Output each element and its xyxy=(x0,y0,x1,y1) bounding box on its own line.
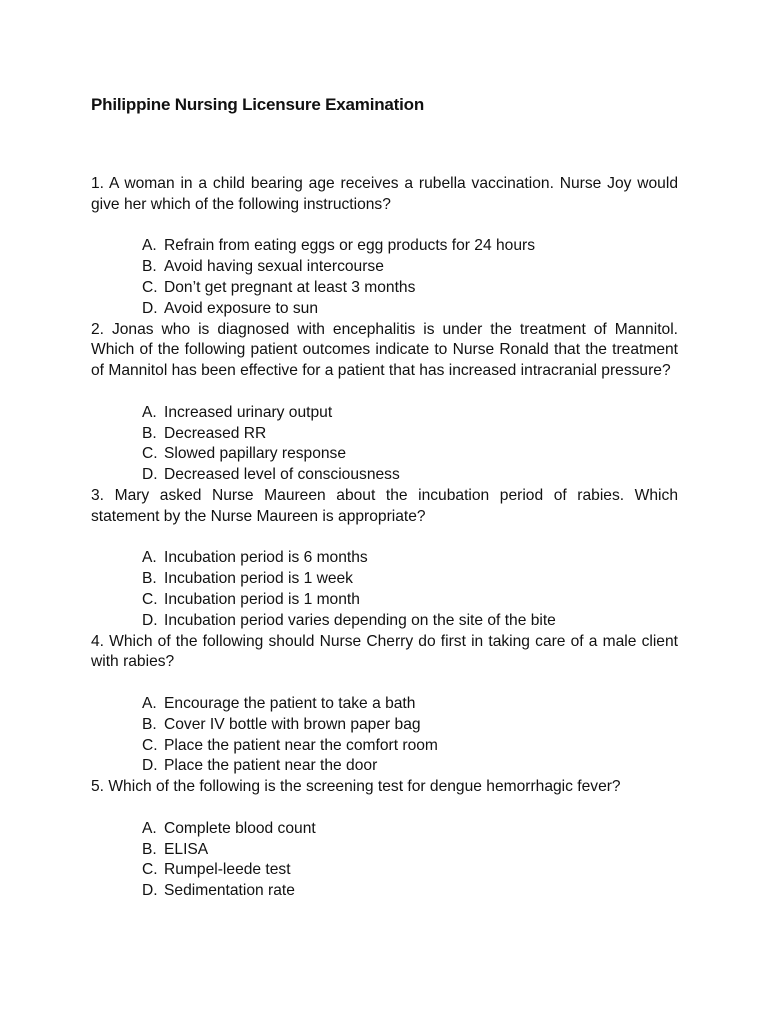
option-d xyxy=(91,756,678,777)
question-1 xyxy=(91,174,678,320)
option-text: Incubation period varies depending on the site of the bite xyxy=(164,611,556,629)
option-c xyxy=(91,590,678,611)
option-b xyxy=(91,840,678,861)
option-letter: D. xyxy=(142,466,158,484)
option-a xyxy=(91,403,678,424)
question-stem: 1. A woman in a child bearing age receives a rubella vaccination. Nurse Joy would give her which of the following instructions? xyxy=(91,175,678,213)
option-letter: A. xyxy=(142,694,157,712)
question-stem: 4. Which of the following should Nurse Cherry do first in taking care of a male client with rabies? xyxy=(91,632,678,671)
option-letter: B. xyxy=(142,258,157,276)
answer-options xyxy=(91,819,678,902)
option-letter: D. xyxy=(142,757,158,775)
question-stem: 5. Which of the following is the screening test for dengue hemorrhagic fever? xyxy=(91,778,621,796)
option-text: Decreased level of consciousness xyxy=(164,466,400,484)
option-c xyxy=(91,444,678,465)
question-3 xyxy=(91,486,678,632)
option-letter: D. xyxy=(142,299,158,317)
question-stem: 2. Jonas who is diagnosed with encephalitis is under the treatment of Mannitol. Which of the following patient outcomes indicate to Nurse Ronald that the treatment of Mannitol has been effective for a patient that has increased intracranial pressure? xyxy=(91,320,678,380)
option-a xyxy=(91,548,678,569)
option-letter: B. xyxy=(142,715,157,733)
option-c xyxy=(91,736,678,757)
option-letter: B. xyxy=(142,570,157,588)
option-letter: B. xyxy=(142,424,157,442)
question-4 xyxy=(91,632,678,778)
option-a xyxy=(91,694,678,715)
question-5 xyxy=(91,777,678,902)
option-letter: D. xyxy=(142,611,158,629)
answer-options xyxy=(91,236,678,319)
option-text: Complete blood count xyxy=(164,819,316,837)
option-text: Incubation period is 1 week xyxy=(164,570,353,588)
option-text: Sedimentation rate xyxy=(164,882,295,900)
option-text: Place the patient near the door xyxy=(164,757,378,775)
question-2 xyxy=(91,320,678,486)
option-text: Decreased RR xyxy=(164,424,267,442)
option-text: ELISA xyxy=(164,840,209,858)
option-text: Encourage the patient to take a bath xyxy=(164,694,416,712)
answer-options xyxy=(91,548,678,631)
option-a xyxy=(91,819,678,840)
option-text: Increased urinary output xyxy=(164,403,333,421)
option-letter: A. xyxy=(142,237,157,255)
option-a xyxy=(91,236,678,257)
option-letter: B. xyxy=(142,840,157,858)
option-text: Refrain from eating eggs or egg products for 24 hours xyxy=(164,237,535,255)
option-d xyxy=(91,465,678,486)
option-letter: A. xyxy=(142,819,157,837)
option-b xyxy=(91,424,678,445)
option-letter: C. xyxy=(142,278,158,296)
option-letter: D. xyxy=(142,882,158,900)
option-b xyxy=(91,569,678,590)
question-stem: 3. Mary asked Nurse Maureen about the incubation period of rabies. Which statement by the Nurse Maureen is appropriate? xyxy=(91,486,678,525)
question-list xyxy=(91,174,678,902)
option-text: Slowed papillary response xyxy=(164,445,347,463)
option-text: Don’t get pregnant at least 3 months xyxy=(164,278,416,296)
option-b xyxy=(91,257,678,278)
option-c xyxy=(91,278,678,299)
option-d xyxy=(91,611,678,632)
option-text: Avoid exposure to sun xyxy=(164,299,319,317)
option-b xyxy=(91,715,678,736)
answer-options xyxy=(91,694,678,777)
option-text: Incubation period is 1 month xyxy=(164,590,360,608)
option-c xyxy=(91,860,678,881)
option-text: Avoid having sexual intercourse xyxy=(164,258,384,276)
option-letter: C. xyxy=(142,590,158,608)
option-d xyxy=(91,881,678,902)
option-letter: A. xyxy=(142,403,157,421)
option-text: Place the patient near the comfort room xyxy=(164,736,438,754)
answer-options xyxy=(91,403,678,486)
option-text: Incubation period is 6 months xyxy=(164,549,368,567)
option-letter: C. xyxy=(142,861,158,879)
option-letter: A. xyxy=(142,549,157,567)
option-d xyxy=(91,299,678,320)
option-text: Rumpel-leede test xyxy=(164,861,291,879)
document-title: Philippine Nursing Licensure Examination xyxy=(91,95,425,114)
option-text: Cover IV bottle with brown paper bag xyxy=(164,715,421,733)
option-letter: C. xyxy=(142,736,158,754)
option-letter: C. xyxy=(142,445,158,463)
